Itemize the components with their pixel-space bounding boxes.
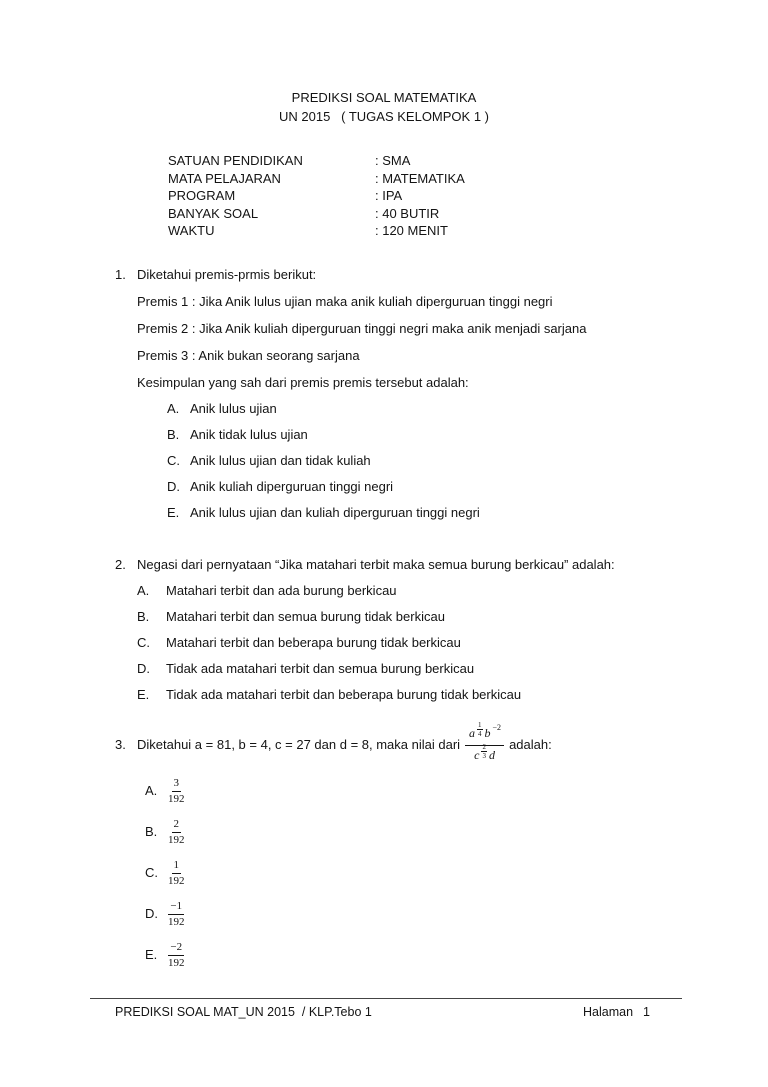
option-list xyxy=(145,777,680,970)
exam-subtitle: UN 2015 ( TUGAS KELOMPOK 1 ) xyxy=(279,109,489,124)
option-text: Anik lulus ujian dan tidak kuliah xyxy=(190,452,371,468)
math-fraction-expression xyxy=(465,720,504,765)
option-text: Anik lulus ujian dan kuliah diperguruan tinggi negri xyxy=(190,504,480,520)
option-row-b xyxy=(137,608,680,626)
option-text: Anik lulus ujian xyxy=(190,400,277,416)
option-row-d xyxy=(137,660,680,678)
document-header xyxy=(0,0,768,126)
option-row-e xyxy=(167,504,680,522)
option-row-e xyxy=(137,686,680,704)
question-text-after: adalah: xyxy=(509,737,552,752)
fraction-denominator: 192 xyxy=(168,915,185,928)
option-letter: D. xyxy=(137,660,150,676)
conclusion-prompt: Kesimpulan yang sah dari premis premis tersebut adalah: xyxy=(137,374,469,390)
option-letter: C. xyxy=(167,452,180,468)
option-text: Matahari terbit dan ada burung berkicau xyxy=(166,582,397,598)
option-row-d xyxy=(145,900,680,929)
premise-line-1: Premis 1 : Jika Anik lulus ujian maka anik kuliah diperguruan tinggi negri xyxy=(137,293,553,309)
fraction-denominator: 192 xyxy=(168,874,185,887)
option-row-a xyxy=(167,400,680,418)
question-1 xyxy=(115,266,680,522)
question-stem xyxy=(115,556,680,574)
fraction-numerator: 2 xyxy=(172,818,182,833)
option-letter: C. xyxy=(145,865,158,880)
option-letter: A. xyxy=(145,783,158,798)
info-value: : 40 BUTIR xyxy=(375,205,440,221)
info-value: : SMA xyxy=(375,153,411,168)
info-row-program xyxy=(168,187,768,205)
option-letter: B. xyxy=(145,824,158,839)
fraction-numerator: −1 xyxy=(168,900,184,915)
option-row-c xyxy=(145,859,680,888)
exam-title: PREDIKSI SOAL MATEMATIKA xyxy=(291,90,477,105)
option-row-b xyxy=(167,426,680,444)
variable-d: d xyxy=(488,747,495,762)
option-text: Matahari terbit dan beberapa burung tidak berkicau xyxy=(166,634,461,650)
option-letter: E. xyxy=(145,947,158,962)
option-row-d xyxy=(167,478,680,496)
option-text: Anik tidak lulus ujian xyxy=(190,426,308,442)
option-list xyxy=(167,400,680,522)
option-row-b xyxy=(145,818,680,847)
info-value: : 120 MENIT xyxy=(375,223,448,238)
question-text-before: Diketahui a = 81, b = 4, c = 27 dan d = 8, maka nilai dari xyxy=(137,737,461,752)
option-fraction xyxy=(168,777,185,806)
exam-info-block xyxy=(168,152,768,240)
option-text: Anik kuliah diperguruan tinggi negri xyxy=(190,478,394,494)
footer-page-label: Halaman xyxy=(583,1005,634,1019)
info-value: : IPA xyxy=(375,188,403,203)
option-fraction xyxy=(168,818,185,847)
question-text xyxy=(137,720,552,765)
fraction-numerator: −2 xyxy=(168,941,184,956)
fraction-numerator: 3 xyxy=(172,777,182,792)
option-row-a xyxy=(145,777,680,806)
footer-page-number: 1 xyxy=(643,1005,650,1019)
option-letter: C. xyxy=(137,634,150,650)
question-number: 1. xyxy=(115,266,126,282)
info-row-satuan-pendidikan xyxy=(168,152,768,170)
question-text: Diketahui premis-prmis berikut: xyxy=(137,266,317,282)
option-letter: B. xyxy=(167,426,180,442)
option-row-c xyxy=(137,634,680,652)
question-stem xyxy=(115,266,680,284)
question-3 xyxy=(115,720,680,970)
info-label: PROGRAM xyxy=(168,188,236,203)
fraction-numerator: 1 xyxy=(172,859,182,874)
option-list xyxy=(137,582,680,704)
exponent-two-thirds: 2 3 xyxy=(482,742,486,760)
option-fraction xyxy=(168,900,185,929)
variable-a: a xyxy=(469,725,476,740)
question-number: 2. xyxy=(115,556,126,572)
option-text: Tidak ada matahari terbit dan semua burung berkicau xyxy=(166,660,475,676)
info-row-mata-pelajaran xyxy=(168,170,768,188)
option-row-e xyxy=(145,941,680,970)
variable-b: b xyxy=(484,725,491,740)
info-label: SATUAN PENDIDIKAN xyxy=(168,153,303,168)
fraction-denominator: 192 xyxy=(168,792,185,805)
premise-line-3: Premis 3 : Anik bukan seorang sarjana xyxy=(137,347,360,363)
info-value: : MATEMATIKA xyxy=(375,170,465,186)
exponent-minus-two: −2 xyxy=(492,722,502,732)
exponent-one-fourth: 1 4 xyxy=(478,720,482,738)
option-letter: B. xyxy=(137,608,150,624)
info-label: WAKTU xyxy=(168,223,215,238)
option-text: Tidak ada matahari terbit dan beberapa burung tidak berkicau xyxy=(166,686,522,702)
option-letter: D. xyxy=(145,906,158,921)
option-fraction xyxy=(168,941,185,970)
fraction-denominator xyxy=(473,742,496,765)
info-label: BANYAK SOAL xyxy=(168,205,259,221)
footer-page-indicator xyxy=(583,1005,650,1019)
variable-c: c xyxy=(474,747,480,762)
option-text: Matahari terbit dan semua burung tidak berkicau xyxy=(166,608,445,624)
option-letter: E. xyxy=(167,504,180,520)
option-row-a xyxy=(137,582,680,600)
premise-line-2: Premis 2 : Jika Anik kuliah diperguruan tinggi negri maka anik menjadi sarjana xyxy=(137,320,587,336)
question-text: Negasi dari pernyataan “Jika matahari terbit maka semua burung berkicau” adalah: xyxy=(137,556,615,572)
fraction-denominator: 192 xyxy=(168,833,185,846)
option-letter: D. xyxy=(167,478,180,494)
option-letter: E. xyxy=(137,686,150,702)
fraction-denominator: 192 xyxy=(168,956,185,969)
option-fraction xyxy=(168,859,185,888)
footer-document-id: PREDIKSI SOAL MAT_UN 2015 / KLP.Tebo 1 xyxy=(115,1005,372,1019)
info-row-banyak-soal xyxy=(168,205,768,223)
page-footer xyxy=(90,998,682,1019)
question-2 xyxy=(115,556,680,704)
question-stem xyxy=(115,720,680,765)
question-number: 3. xyxy=(115,737,126,752)
option-letter: A. xyxy=(167,400,180,416)
question-list xyxy=(115,266,680,970)
option-letter: A. xyxy=(137,582,150,598)
question-body xyxy=(137,293,680,522)
info-row-waktu xyxy=(168,222,768,240)
info-label: MATA PELAJARAN xyxy=(168,170,281,186)
option-row-c xyxy=(167,452,680,470)
